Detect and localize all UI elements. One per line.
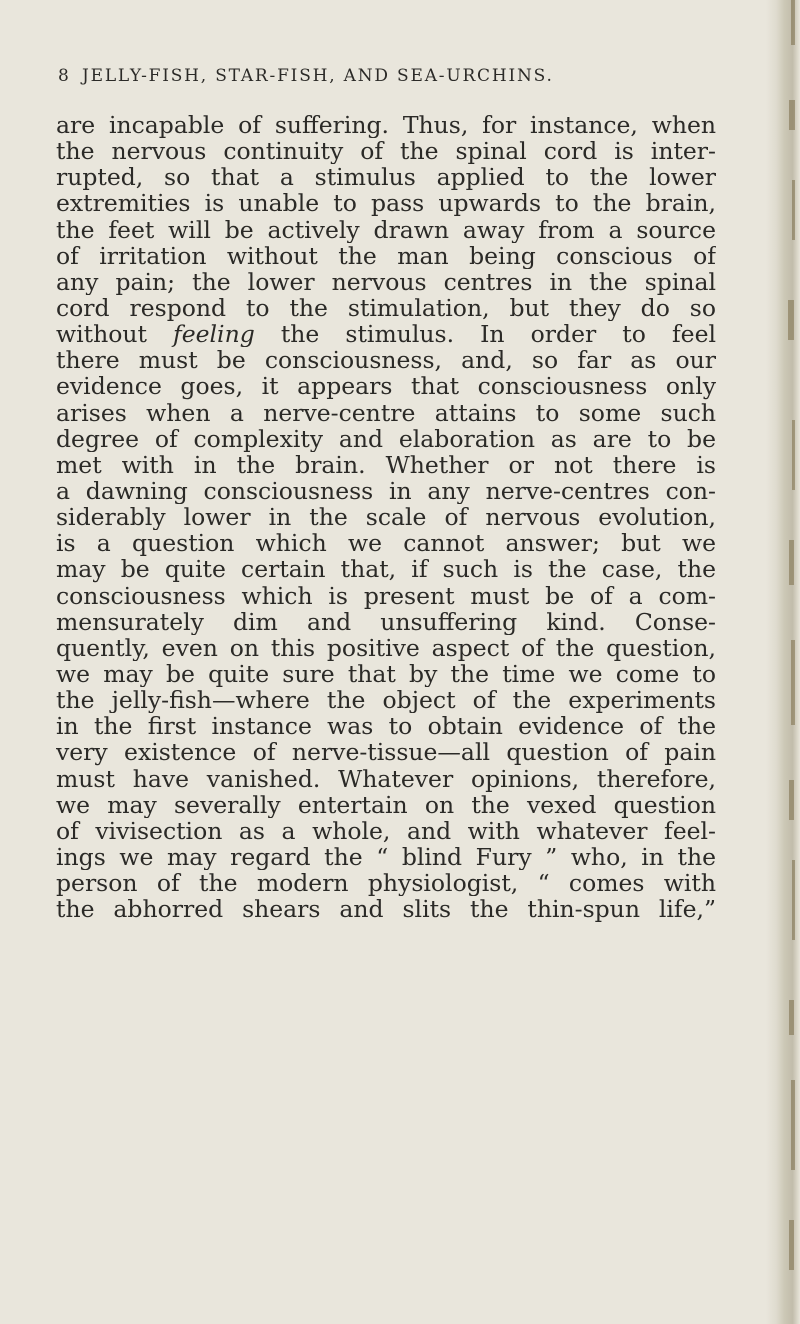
body-line: siderably lower in the scale of nervous evolution, (56, 504, 716, 531)
body-line: there must be consciousness, and, so far as our (56, 347, 716, 374)
body-line: met with in the brain. Whether or not there is (56, 451, 716, 478)
body-line: consciousness which is present must be of a com- (56, 582, 716, 609)
body-line: the jelly-fish—where the object of the experiments (56, 687, 716, 714)
body-line: is a question which we cannot answer; but we (56, 530, 716, 557)
body-line: mensurately dim and unsuffering kind. Conse- (56, 608, 716, 635)
body-line: ings we may regard the “ blind Fury ” who, in the (56, 843, 716, 871)
body-line: a dawning consciousness in any nerve-centres con- (56, 477, 716, 505)
body-line: degree of complexity and elaboration as are to be (56, 425, 716, 452)
body-line: arises when a nerve-centre attains to some such (56, 399, 716, 426)
body-line: rupted, so that a stimulus applied to the lower (56, 164, 716, 191)
body-line: the nervous continuity of the spinal cord is inter- (56, 138, 716, 165)
body-line: may be quite certain that, if such is the case, the (56, 556, 716, 583)
body-line: in the first instance was to obtain evidence of the (56, 713, 716, 740)
running-title: JELLY-FISH, STAR-FISH, AND SEA-URCHINS. (82, 66, 554, 86)
body-line: very existence of nerve-tissue—all question of pain (56, 739, 716, 766)
body-line: we may be quite sure that by the time we come to (56, 660, 716, 688)
body-line: of vivisection as a whole, and with whatever feel- (56, 817, 716, 844)
body-line: the abhorred shears and slits the thin-spun life,” (56, 896, 716, 923)
italic-emphasis: feeling (173, 321, 255, 348)
body-line: of irritation without the man being conscious of (56, 242, 716, 269)
body-line: evidence goes, it appears that consciousness only (56, 373, 716, 400)
page-edge-marks (779, 0, 797, 1324)
body-line: without feeling the stimulus. In order to feel (56, 321, 716, 348)
body-line: the feet will be actively drawn away from a source (56, 216, 716, 243)
page-number: 8 (58, 66, 71, 86)
body-line: person of the modern physiologist, “ comes with (56, 870, 716, 897)
body-line: must have vanished. Whatever opinions, therefore, (56, 765, 716, 792)
body-line: are incapable of suffering. Thus, for instance, when (56, 112, 716, 139)
body-line: any pain; the lower nervous centres in the spinal (56, 268, 716, 295)
body-line: cord respond to the stimulation, but they do so (56, 294, 716, 322)
body-line: we may severally entertain on the vexed question (56, 791, 716, 818)
page-header (58, 66, 698, 94)
body-line: quently, even on this positive aspect of the question, (56, 634, 716, 661)
page-edge-shadow (766, 0, 800, 1324)
body-line: extremities is unable to pass upwards to the brain, (56, 190, 716, 217)
body-text (56, 112, 716, 922)
